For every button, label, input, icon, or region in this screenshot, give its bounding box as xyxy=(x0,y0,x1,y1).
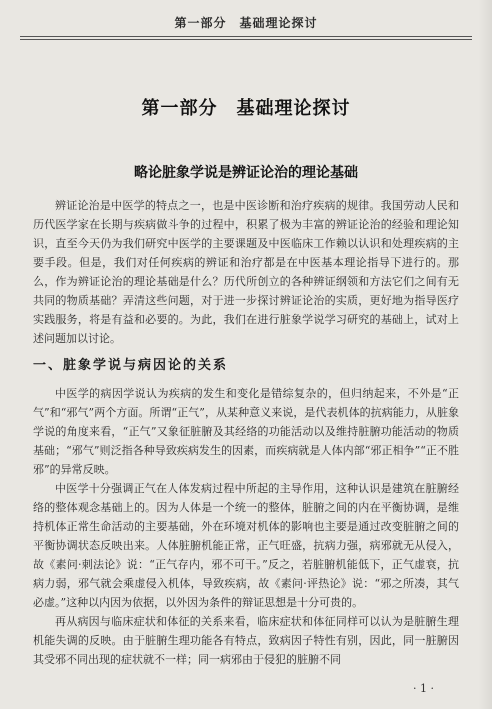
section-paragraph: 中医学十分强调正气在人体发病过程中所起的主导作用，这种认识是建筑在脏腑经络的整体观念基础上的。因为人体是一个统一的整体，脏腑之间的内在平衡协调，是维持机体正常生命活动的主要基础，外在环境对机体的影响也主要是通过改变脏腑之间的平衡协调状态反映出来。人体脏腑机能正常，正气旺盛，抗病力强，病邪就无从侵入，故《素问·刺法论》说：“正气存内，邪不可干。”反之，若脏腑机能低下，正气虚衰，抗病力弱，邪气就会乘虚侵入机体，导致疾病，故《素问·评热论》说：“邪之所凑，其气必虚。”这种以内因为依据，以外因为条件的辩证思想是十分可贵的。 xyxy=(33,482,459,609)
page-number: · 1 · xyxy=(413,682,434,695)
intro-section xyxy=(33,196,459,348)
part-title: 第一部分 基础理论探讨 xyxy=(141,98,351,119)
intro-paragraph: 辨证论治是中医学的特点之一，也是中医诊断和治疗疾病的规律。我国劳动人民和历代医学家在长期与疾病做斗争的过程中，积累了极为丰富的辨证论治的经验和理论知识，直至今天仍为我们研究中医学的主要课题及中医临床工作赖以认识和处理疾病的主要手段。但是，我们对任何疾病的辨证和治疗都是在中医基本理论指导下进行的。那么，作为辨证论治的理论基础是什么？历代所创立的各种辨证纲领和方法它们之间有无共同的物质基础？弄清这些问题，对于进一步探讨辨证论治的实质，更好地为指导医疗实践服务，将是有益和必要的。为此，我们在进行脏象学说学习研究的基础上，试对上述问题加以讨论。 xyxy=(33,199,459,345)
section-paragraph: 中医学的病因学说认为疾病的发生和变化是错综复杂的，但归纳起来，不外是“正气”和“邪气”两个方面。所谓“正气”，从某种意义来说，是代表机体的抗病能力，从脏象学说的角度来看，“正气”又象征脏腑及其经络的功能活动以及维持脏腑功能活动的物质基础；“邪气”则泛指各种导致疾病发生的因素，而疾病就是人体内部“邪正相争”“正不胜邪”的异常反映。 xyxy=(33,387,459,476)
page-edge-shadow xyxy=(478,0,492,709)
section-heading: 一、脏象学说与病因论的关系 xyxy=(33,358,229,373)
section-paragraph: 再从病因与临床症状和体征的关系来看，临床症状和体征同样可以认为是脏腑生理机能失调的反映。由于脏腑生理功能各有特点，致病因子特性有别，因此，同一脏腑因其受邪不同出现的症状就不一样；同一病邪由于侵犯的脏腑不同 xyxy=(33,615,459,666)
section-body xyxy=(33,384,459,669)
header-rule xyxy=(20,36,472,40)
running-header: 第一部分 基础理论探讨 xyxy=(174,16,318,30)
article-title: 略论脏象学说是辨证论治的理论基础 xyxy=(134,165,358,181)
